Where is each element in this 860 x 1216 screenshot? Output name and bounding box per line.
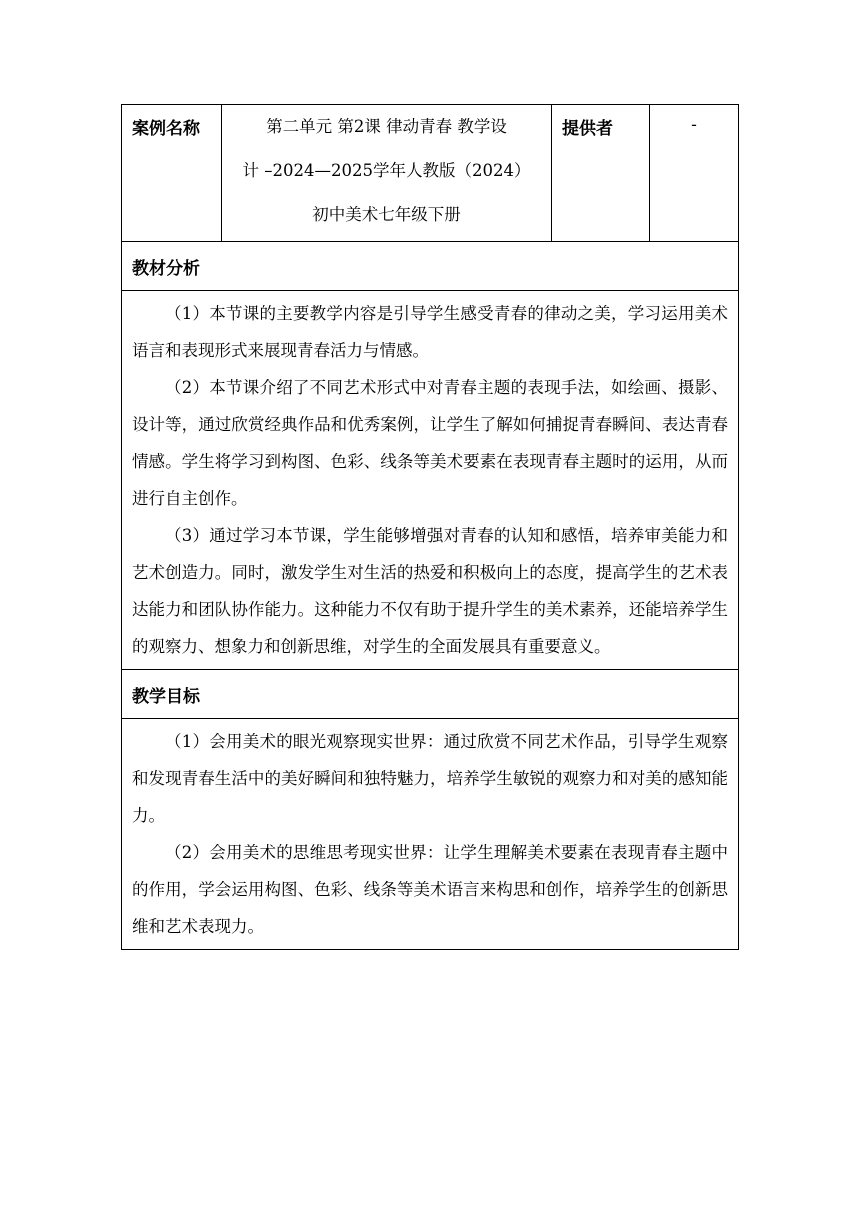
- case-name-line: 第二单元 第2课 律动青春 教学设: [266, 117, 507, 136]
- analysis-paragraph: （3）通过学习本节课，学生能够增强对青春的认知和感悟，培养审美能力和艺术创造力。同时，激发学生对生活的热爱和积极向上的态度，提高学生的艺术表达能力和团队协作能力。这种能力不仅有助于提升学生的美术素养，还能培养学生的观察力、想象力和创新思维，对学生的全面发展具有重要意义。: [132, 526, 728, 656]
- analysis-paragraph: （1）本节课的主要教学内容是引导学生感受青春的律动之美，学习运用美术语言和表现形式来展现青春活力与情感。: [132, 304, 728, 360]
- case-name-label: 案例名称: [122, 105, 222, 242]
- analysis-heading-row: [122, 242, 739, 291]
- header-row: [122, 105, 739, 242]
- case-name-line: 初中美术七年级下册: [312, 205, 461, 224]
- case-name-value: [222, 105, 552, 242]
- analysis-body: [122, 291, 739, 670]
- case-name-line: 计 –2024—2025学年人教版（2024）: [242, 161, 531, 180]
- lesson-plan-table: [121, 104, 739, 950]
- objectives-heading: 教学目标: [122, 670, 739, 719]
- objectives-heading-row: [122, 670, 739, 719]
- provider-label: 提供者: [552, 105, 650, 242]
- objectives-body: [122, 719, 739, 950]
- analysis-paragraph: （2）本节课介绍了不同艺术形式中对青春主题的表现手法，如绘画、摄影、设计等，通过欣赏经典作品和优秀案例，让学生了解如何捕捉青春瞬间、表达青春情感。学生将学习到构图、色彩、线条等美术要素在表现青春主题时的运用，从而进行自主创作。: [132, 378, 728, 508]
- objective-paragraph: （1）会用美术的眼光观察现实世界：通过欣赏不同艺术作品，引导学生观察和发现青春生活中的美好瞬间和独特魅力，培养学生敏锐的观察力和对美的感知能力。: [132, 732, 728, 825]
- objectives-body-row: [122, 719, 739, 950]
- analysis-heading: 教材分析: [122, 242, 739, 291]
- provider-value: -: [650, 105, 739, 242]
- analysis-body-row: [122, 291, 739, 670]
- objective-paragraph: （2）会用美术的思维思考现实世界：让学生理解美术要素在表现青春主题中的作用，学会运用构图、色彩、线条等美术语言来构思和创作，培养学生的创新思维和艺术表现力。: [132, 843, 728, 936]
